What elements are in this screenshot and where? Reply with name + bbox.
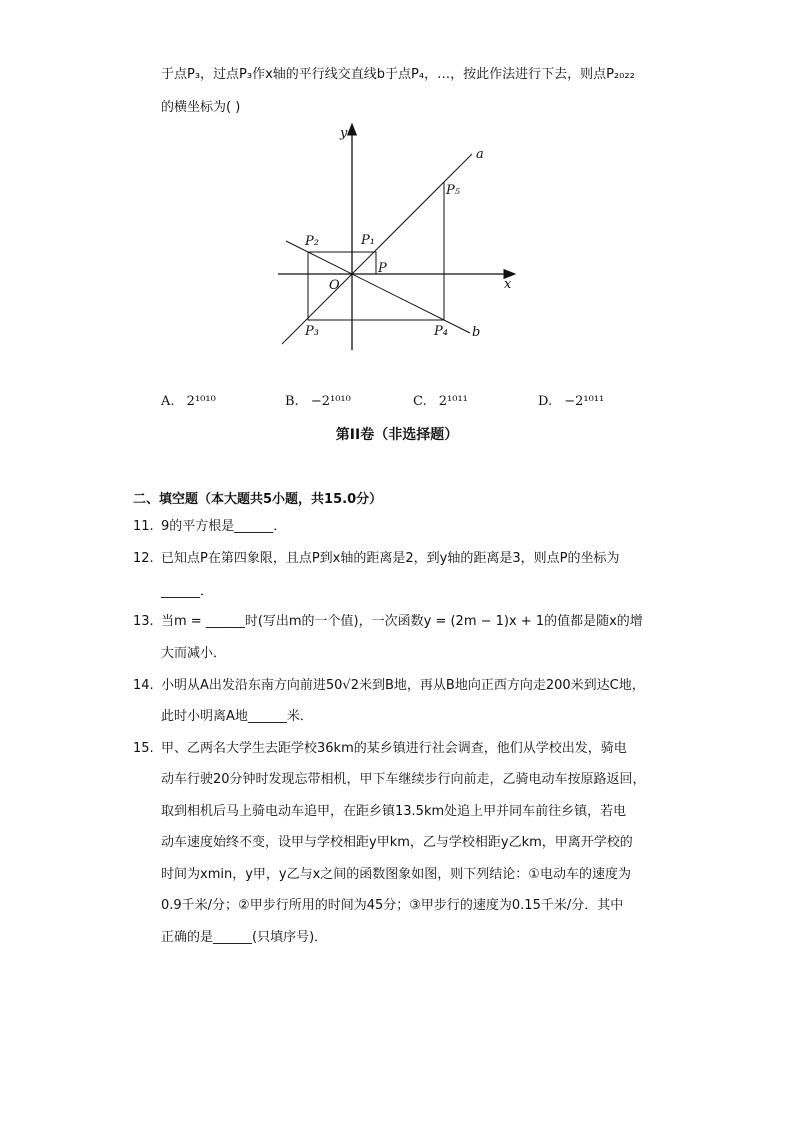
option-a-text: 2¹⁰¹⁰ <box>186 394 216 409</box>
point-p1-label: P₁ <box>361 233 375 248</box>
option-b[interactable] <box>285 394 351 409</box>
q13-line-2: 大而减小． <box>161 646 227 661</box>
q14-line-1: 小明从A出发沿东南方向前进50√2米到B地，再从B地向正西方向走200米到达C地， <box>161 678 645 693</box>
option-b-text: −2¹⁰¹⁰ <box>310 394 351 409</box>
q15-line-4: 动车速度始终不变，设甲与学校相距y甲km，乙与学校相距y乙km，甲离开学校的 <box>161 835 633 850</box>
option-b-letter: B. <box>285 394 299 409</box>
point-p3-label: P₃ <box>305 324 319 339</box>
option-d-letter: D. <box>538 394 553 409</box>
q14-line-2: 此时小明离A地______米． <box>161 709 313 724</box>
q13-line-1: 当m = ______时(写出m的一个值)，一次函数y = (2m − 1)x + 1的值都是随x的增 <box>161 614 643 629</box>
q15-line-1: 甲、乙两名大学生去距学校36km的某乡镇进行社会调查，他们从学校出发，骑电 <box>161 741 627 756</box>
q15-line-5: 时间为xmin，y甲，y乙与x之间的函数图象如图，则下列结论：①电动车的速度为 <box>161 867 631 882</box>
section-title: 第II卷（非选择题） <box>335 427 459 443</box>
q15-line-2: 动车行驶20分钟时发现忘带相机，甲下车继续步行向前走，乙骑电动车按原路返回， <box>161 772 646 787</box>
intro-line-2: 的横坐标为( ) <box>161 100 241 115</box>
line-b-label: b <box>472 325 481 340</box>
line-a-label: a <box>476 147 484 162</box>
origin-label: O <box>329 278 340 293</box>
q11-number: 11. <box>133 519 154 534</box>
line-b <box>286 241 470 333</box>
q12-number: 12. <box>133 551 154 566</box>
point-p2-label: P₂ <box>305 234 319 249</box>
option-a[interactable] <box>161 394 216 409</box>
point-p4-label: P₄ <box>434 324 448 339</box>
q15-number: 15. <box>133 741 154 756</box>
option-d[interactable] <box>538 394 604 409</box>
q13-number: 13. <box>133 614 154 629</box>
q15-line-7: 正确的是______(只填序号)． <box>161 930 328 945</box>
q11-line-1: 9的平方根是______． <box>161 519 287 534</box>
x-axis-label: x <box>504 277 512 292</box>
option-c-letter: C. <box>413 394 427 409</box>
section-heading: 二、填空题（本大题共5小题，共15.0分） <box>133 492 383 507</box>
q12-line-2: ______． <box>161 584 214 599</box>
option-c-text: 2¹⁰¹¹ <box>438 394 468 409</box>
q12-line-1: 已知点P在第四象限，且点P到x轴的距离是2，到y轴的距离是3，则点P的坐标为 <box>161 551 620 566</box>
q15-line-3: 取到相机后马上骑电动车追甲，在距乡镇13.5km处追上甲并同车前往乡镇，若电 <box>161 804 627 819</box>
intro-line-1: 于点P₃，过点P₃作x轴的平行线交直线b于点P₄，…，按此作法进行下去，则点P₂₀₂₂ <box>161 67 635 82</box>
q14-number: 14. <box>133 678 154 693</box>
option-d-text: −2¹⁰¹¹ <box>564 394 605 409</box>
q15-line-6: 0.9千米/分；②甲步行所用的时间为45分；③甲步行的速度为0.15千米/分．其中 <box>161 898 624 913</box>
point-p-label: P <box>378 261 387 276</box>
option-c[interactable] <box>413 394 468 409</box>
point-p5-label: P₅ <box>446 183 460 198</box>
option-a-letter: A. <box>161 394 175 409</box>
y-axis-label: y <box>340 126 348 141</box>
